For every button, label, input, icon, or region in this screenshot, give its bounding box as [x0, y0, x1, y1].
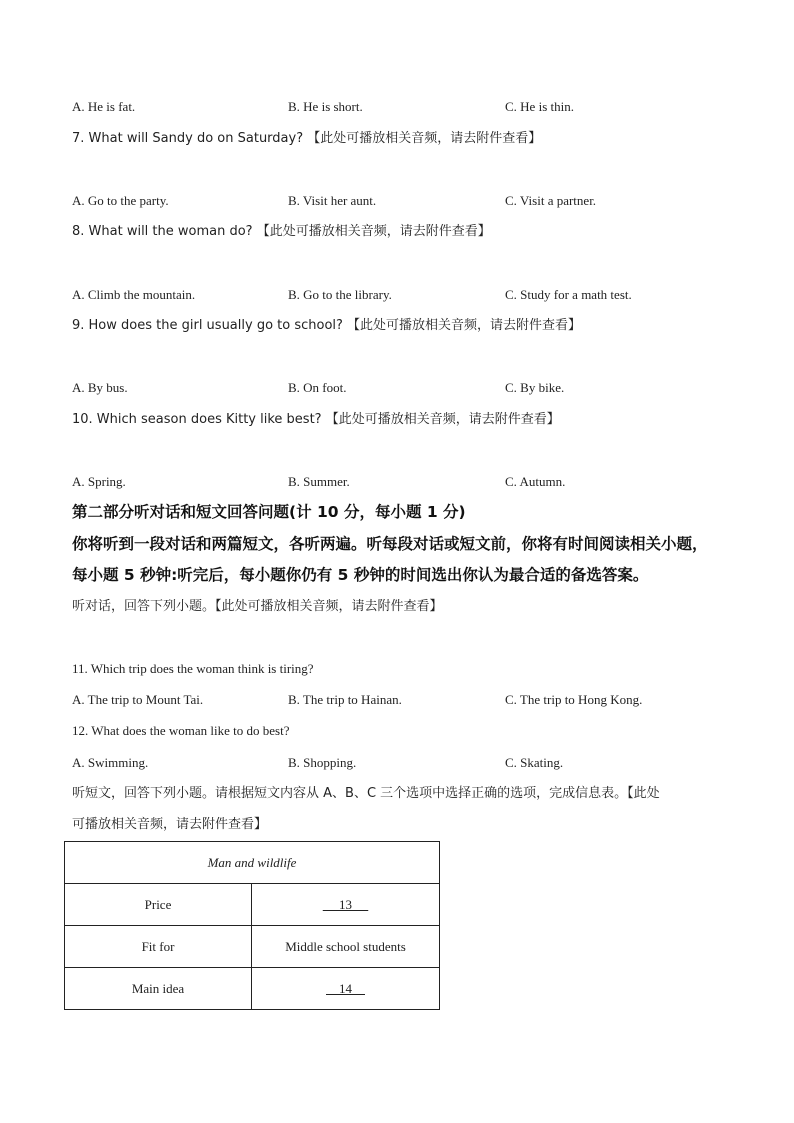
q12-option-c: C. Skating. — [505, 755, 564, 770]
q10-option-a: A. Spring. — [72, 474, 126, 489]
q7-option-c: C. Visit a partner. — [505, 193, 597, 208]
q12-option-a: A. Swimming. — [72, 755, 149, 770]
q7-option-a: A. Go to the party. — [72, 193, 169, 208]
q10-option-c: C. Autumn. — [505, 474, 566, 489]
dialogue-note: 听对话，回答下列小题。【此处可播放相关音频，请去附件查看】 — [72, 599, 443, 614]
q7-option-b: B. Visit her aunt. — [288, 193, 377, 208]
q11-option-b: B. The trip to Hainan. — [288, 692, 402, 707]
row-label-main-idea: Main idea — [65, 968, 252, 1010]
q11-option-c: C. The trip to Hong Kong. — [505, 692, 643, 707]
question-12: 12. What does the woman like to do best? — [72, 723, 290, 738]
q11-option-a: A. The trip to Mount Tai. — [72, 692, 204, 707]
table-row — [65, 884, 440, 926]
q12-option-b: B. Shopping. — [288, 755, 357, 770]
part2-heading: 第二部分听对话和短文回答问题(计 10 分，每小题 1 分) — [72, 503, 466, 521]
row-label-fit-for: Fit for — [65, 926, 252, 968]
q6-option-b: B. He is short. — [288, 99, 363, 114]
passage-note-line2: 可播放相关音频，请去附件查看】 — [72, 817, 268, 832]
row-value-fit-for: Middle school students — [252, 926, 440, 968]
q8-option-c: C. Study for a math test. — [505, 287, 632, 302]
row-label-price: Price — [65, 884, 252, 926]
table-row — [65, 968, 440, 1010]
question-11: 11. Which trip does the woman think is tiring? — [72, 661, 314, 676]
question-7: 7. What will Sandy do on Saturday? 【此处可播放相关音频，请去附件查看】 — [72, 131, 542, 146]
q10-option-b: B. Summer. — [288, 474, 350, 489]
answer-blank-13: 13 — [339, 896, 352, 912]
q9-option-b: B. On foot. — [288, 380, 347, 395]
question-9: 9. How does the girl usually go to school? 【此处可播放相关音频，请去附件查看】 — [72, 318, 582, 333]
q6-option-c: C. He is thin. — [505, 99, 574, 114]
table-row — [65, 926, 440, 968]
row-value-main-idea — [252, 968, 440, 1010]
q9-option-c: C. By bike. — [505, 380, 565, 395]
info-table — [64, 841, 440, 1010]
row-value-price — [252, 884, 440, 926]
question-8: 8. What will the woman do? 【此处可播放相关音频，请去附件查看】 — [72, 224, 491, 239]
question-10: 10. Which season does Kitty like best? 【此处可播放相关音频，请去附件查看】 — [72, 412, 560, 427]
q8-option-a: A. Climb the mountain. — [72, 287, 196, 302]
part2-instruction-line1: 你将听到一段对话和两篇短文，各听两遍。听每段对话或短文前，你将有时间阅读相关小题， — [72, 535, 708, 553]
answer-blank-14: 14 — [339, 980, 352, 996]
table-title: Man and wildlife — [65, 842, 440, 884]
q6-option-a: A. He is fat. — [72, 99, 136, 114]
part2-instruction-line2: 每小题 5 秒钟:听完后，每小题你仍有 5 秒钟的时间选出你认为最合适的备选答案。 — [72, 566, 649, 584]
q8-option-b: B. Go to the library. — [288, 287, 392, 302]
q9-option-a: A. By bus. — [72, 380, 128, 395]
passage-note-line1: 听短文，回答下列小题。请根据短文内容从 A、B、C 三个选项中选择正确的选项，完成信息表。【此处 — [72, 786, 660, 801]
table-title-row — [65, 842, 440, 884]
